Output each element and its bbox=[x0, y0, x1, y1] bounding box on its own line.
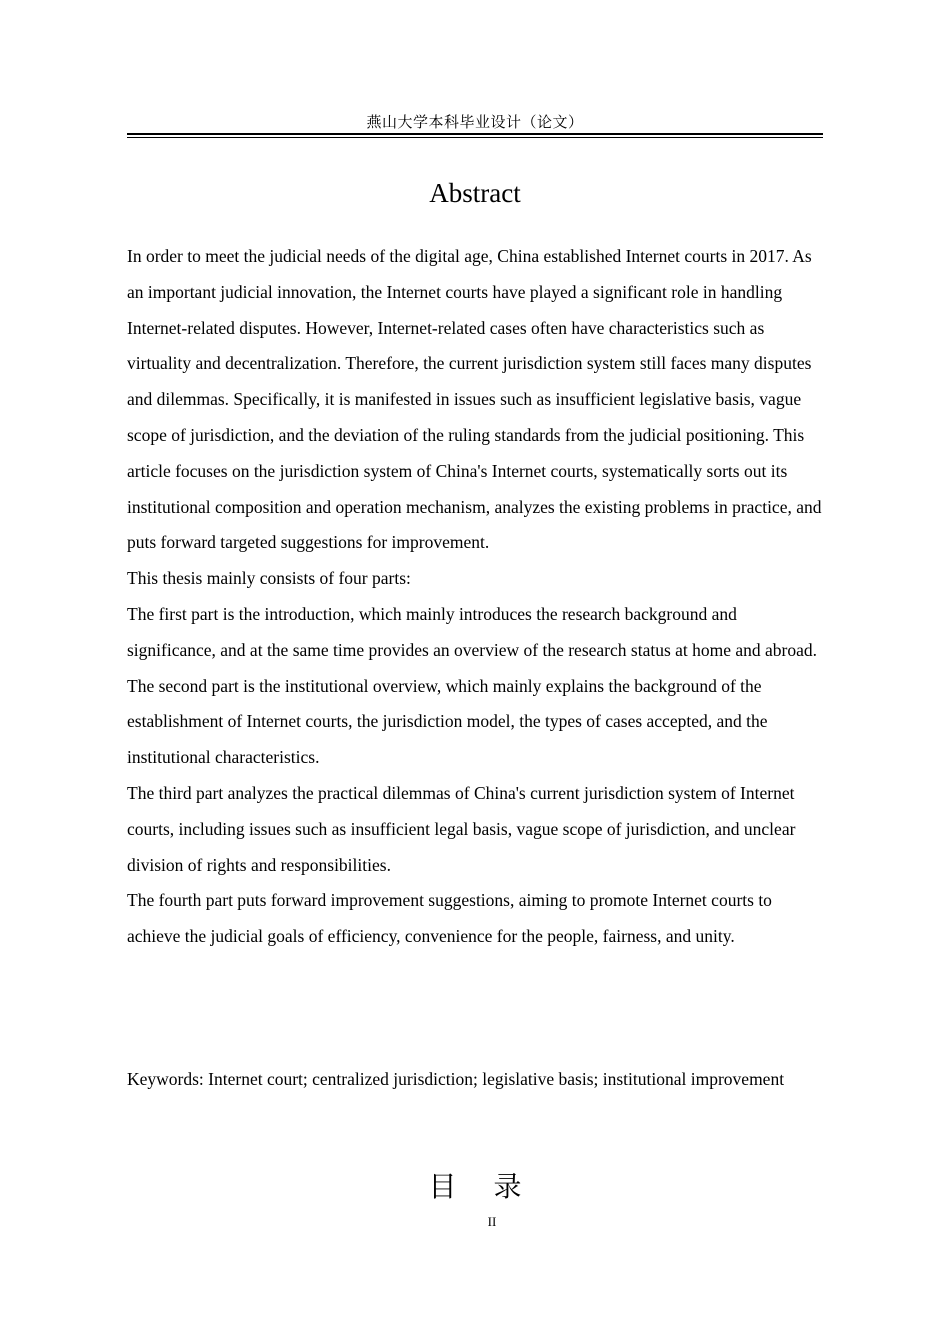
header-rule-thick bbox=[127, 133, 823, 135]
running-header: 燕山大学本科毕业设计（论文） bbox=[366, 115, 584, 131]
abstract-paragraph: The second part is the institutional overview, which mainly explains the background of the establishment of Internet courts, the jurisdiction model, the types of cases accepted, and the institutional characteristics. bbox=[127, 675, 768, 768]
header-rule-thin bbox=[127, 137, 823, 138]
abstract-paragraph: The fourth part puts forward improvement suggestions, aiming to promote Internet courts to achieve the judicial goals of efficiency, convenience for the people, fairness, and unity. bbox=[127, 890, 772, 947]
abstract-body bbox=[127, 239, 827, 955]
keywords: Keywords: Internet court; centralized jurisdiction; legislative basis; institutional improvement bbox=[127, 1069, 785, 1089]
abstract-paragraph: The first part is the introduction, which mainly introduces the research background and significance, and at the same time provides an overview of the research status at home and abroad. bbox=[127, 603, 818, 660]
abstract-paragraph: This thesis mainly consists of four parts: bbox=[127, 568, 411, 589]
abstract-paragraph: The third part analyzes the practical dilemmas of China's current jurisdiction system of Internet courts, including issues such as insufficient legal basis, vague scope of jurisdiction, and unclear division of rights and responsibilities. bbox=[127, 782, 796, 875]
page-number: II bbox=[487, 1214, 497, 1229]
abstract-title: Abstract bbox=[429, 178, 521, 208]
toc-title: 目 录 bbox=[428, 1170, 536, 1203]
abstract-paragraph: In order to meet the judicial needs of the digital age, China established Internet courts in 2017. As an important judicial innovation, the Internet courts have played a significant role in handling Internet-related disputes. However, Internet-related cases often have characteristics such as virtuality and decentralization. Therefore, the current jurisdiction system still faces many disputes and dilemmas. Specifically, it is manifested in issues such as insufficient legislative basis, vague scope of jurisdiction, and the deviation of the ruling standards from the judicial positioning. This article focuses on the jurisdiction system of China's Internet courts, systematically sorts out its institutional composition and operation mechanism, analyzes the existing problems in practice, and puts forward targeted suggestions for improvement. bbox=[127, 246, 822, 553]
